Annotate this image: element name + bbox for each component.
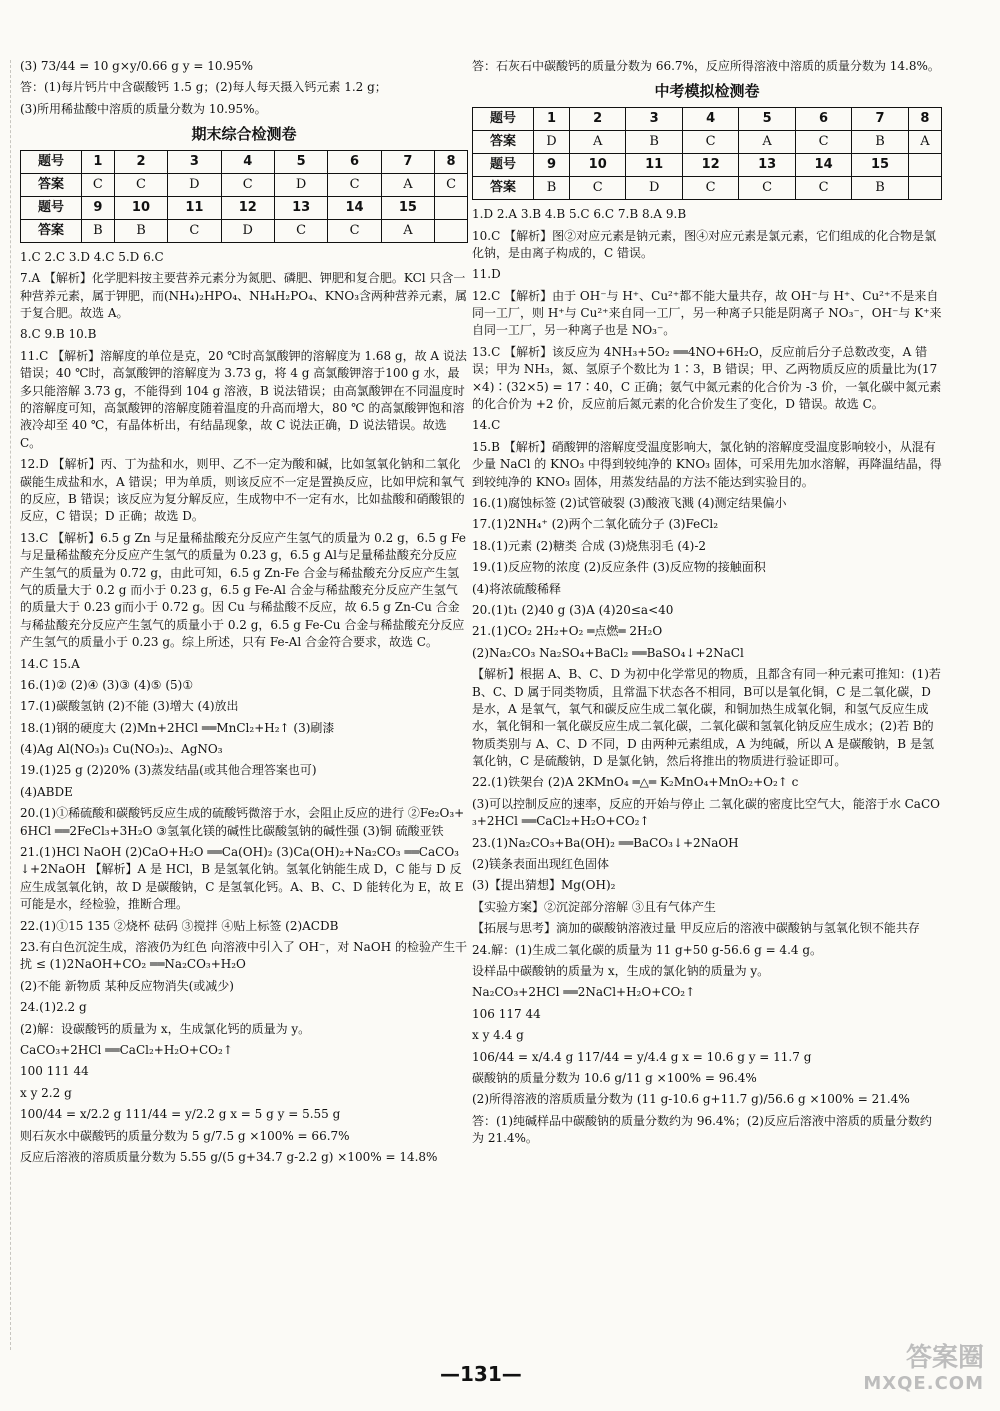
question-number-cell: 5: [739, 108, 795, 131]
question-number-cell: 6: [328, 150, 381, 173]
question-number-cell: 6: [795, 108, 851, 131]
solution-line: (2)Na₂CO₃ Na₂SO₄+BaCl₂ ══BaSO₄↓+2NaCl: [472, 645, 744, 660]
answer-cell: B: [82, 219, 115, 242]
question-number-cell: 8: [908, 108, 941, 131]
solution-line: 1.D 2.A 3.B 4.B 5.C 6.C 7.B 8.A 9.B: [472, 207, 687, 222]
answer-cell: D: [534, 131, 570, 154]
question-number-cell: 9: [82, 196, 115, 219]
watermark-logo: [804, 1343, 984, 1399]
answer-cell: C: [435, 173, 468, 196]
row-header: 题号: [21, 196, 82, 219]
question-number-cell: 7: [381, 150, 434, 173]
question-number-cell: [908, 154, 941, 177]
mock-exam-title: 中考模拟检测卷: [654, 82, 760, 101]
solution-line: 22.(1)①15 135 ②烧杯 砝码 ③搅拌 ④贴上标签 (2)ACDB: [20, 918, 339, 933]
right-top-lines: [472, 58, 942, 75]
solution-line: 设样品中碳酸钠的质量为 x，生成的氯化钠的质量为 y。: [472, 963, 770, 978]
solution-line: Na₂CO₃+2HCl ══2NaCl+H₂O+CO₂↑: [472, 985, 696, 1000]
row-header: 题号: [473, 154, 534, 177]
solution-line: 18.(1)元素 (2)糖类 合成 (3)烧焦羽毛 (4)-2: [472, 538, 707, 553]
question-number-cell: 7: [852, 108, 908, 131]
solution-line: 100/44 = x/2.2 g 111/44 = y/2.2 g x = 5 g y = 5.55 g: [20, 1107, 341, 1122]
answer-cell: D: [168, 173, 221, 196]
answer-cell: C: [221, 173, 274, 196]
answer-cell: C: [682, 177, 738, 200]
left-column: [20, 58, 468, 1170]
solution-line: 碳酸钠的质量分数为 10.6 g/11 g ×100% = 96.4%: [472, 1070, 757, 1085]
answer-table-row: [21, 173, 468, 196]
answer-cell: C: [795, 177, 851, 200]
left-top-lines: [20, 58, 468, 118]
solution-line: 22.(1)铁架台 (2)A 2KMnO₄ ═△═ K₂MnO₄+MnO₂+O₂↑ c: [472, 775, 799, 790]
solution-line: 21.(1)HCl NaOH (2)CaO+H₂O ══Ca(OH)₂ (3)Ca(OH)₂+Na₂CO₃ ══CaCO₃↓+2NaOH 【解析】A 是 HCl，B 是氢氧化钠。氢氧化钠能生成 D，C 能与 D 反应生成氢氧化钠，故 D 是碳酸钠，C 是氢氧化钙。A、B、C、D 能转化为 E，故 E 可能是水，经检验，推断合理。: [20, 845, 464, 912]
solution-line: 11.D: [472, 267, 501, 282]
answer-cell: C: [682, 131, 738, 154]
solution-line: 20.(1)①稀硫酸和碳酸钙反应生成的硫酸钙微溶于水，会阻止反应的进行 ②Fe₂O₃+6HCl ══2FeCl₃+3H₂O ③氢氧化镁的碱性比碳酸氢钠的碱性强 (3)铜 硫酸亚铁: [20, 806, 465, 838]
solution-line: 23.有白色沉淀生成，溶液仍为红色 向溶液中引入了 OH⁻，对 NaOH 的检验产生干扰 ≤ (1)2NaOH+CO₂ ══Na₂CO₃+H₂O: [20, 939, 467, 972]
text-line: (3)所用稀盐酸中溶质的质量分数为 10.95%。: [20, 101, 267, 116]
answer-cell: B: [852, 131, 908, 154]
page-number: —131—: [440, 1362, 522, 1386]
question-number-cell: 10: [569, 154, 625, 177]
answer-table-row: [473, 108, 942, 131]
answer-table-row: [473, 154, 942, 177]
solution-line: 14.C 15.A: [20, 656, 80, 671]
solution-line: 10.C 【解析】图②对应元素是钠元素，图④对应元素是氯元素，它们组成的化合物是氯化钠，是由离子构成的，C 错误。: [472, 228, 937, 260]
binding-margin-line: [10, 60, 11, 1350]
row-header: 答案: [21, 173, 82, 196]
answer-cell: A: [381, 219, 434, 242]
answer-cell: B: [852, 177, 908, 200]
answer-cell: D: [626, 177, 682, 200]
right-column: [472, 58, 942, 1152]
mock-exam-answer-table: [472, 107, 942, 200]
solution-line: 19.(1)反应物的浓度 (2)反应条件 (3)反应物的接触面积: [472, 560, 766, 575]
question-number-cell: 15: [852, 154, 908, 177]
solution-line: (4)ABDE: [20, 784, 73, 799]
solution-line: 则石灰水中碳酸钙的质量分数为 5 g/7.5 g ×100% = 66.7%: [20, 1128, 350, 1143]
solution-line: 18.(1)钢的硬度大 (2)Mn+2HCl ══MnCl₂+H₂↑ (3)刷漆: [20, 720, 335, 735]
solution-line: 12.D 【解析】丙、丁为盐和水，则甲、乙不一定为酸和碱，比如氢氧化钠和二氧化碳能生成盐和水，A 错误；甲为单质，则该反应不一定是置换反应，比如甲烷和氧气的反应，B 错误；该反应为复分解反应，生成物中不一定有水，比如盐酸和硝酸银的反应，C 错误；D 正确；故选 D。: [20, 457, 465, 524]
solution-line: 7.A 【解析】化学肥料按主要营养元素分为氮肥、磷肥、钾肥和复合肥。KCl 只含一种营养元素，属于钾肥，而(NH₄)₂HPO₄、NH₄H₂PO₄、KNO₃含两种营养元素，属于复合肥。故选 A。: [20, 271, 468, 321]
solution-line: 21.(1)CO₂ 2H₂+O₂ ═点燃═ 2H₂O: [472, 624, 663, 639]
answer-cell: A: [381, 173, 434, 196]
text-line: 答：石灰石中碳酸钙的质量分数为 66.7%，反应所得溶液中溶质的质量分数为 14.8%。: [472, 59, 940, 73]
answer-table-row: [21, 150, 468, 173]
solution-line: 24.(1)2.2 g: [20, 1000, 87, 1015]
answer-cell: C: [274, 219, 327, 242]
solution-line: 【解析】根据 A、B、C、D 为初中化学常见的物质，且都含有同一种元素可推知：(1)若 B、C、D 属于同类物质，且常温下状态各不相同，B可以是氧化铜，C 是二氧化碳，D 是水，A 是氧气，氧气和碳反应生成二氧化碳，和铜加热生成氧化铜，和氢气反应生成水，氧化铜和一氧化碳反应生成二氧化碳，二氧化碳和氢氧化钠反应生成水；(2)若 B的物质类别与 A、C、D 不同，D 由两种元素组成，A 为纯碱，所以 A 是碳酸钠，B 是氢氧化钠，C 是硫酸钠，D 是氯化钠，然后将推出的物质进行验证即可。: [472, 667, 941, 769]
question-number-cell: [435, 196, 468, 219]
question-number-cell: 4: [221, 150, 274, 173]
answer-table-row: [21, 219, 468, 242]
solution-line: 14.C: [472, 418, 501, 433]
question-number-cell: 2: [569, 108, 625, 131]
question-number-cell: 13: [274, 196, 327, 219]
question-number-cell: 3: [626, 108, 682, 131]
solution-line: CaCO₃+2HCl ══CaCl₂+H₂O+CO₂↑: [20, 1042, 233, 1057]
question-number-cell: 1: [82, 150, 115, 173]
solution-line: 16.(1)腐蚀标签 (2)试管破裂 (3)酸液飞溅 (4)测定结果偏小: [472, 496, 787, 510]
solution-line: 16.(1)② (2)④ (3)③ (4)⑤ (5)①: [20, 677, 194, 692]
answer-table-row: [473, 177, 942, 200]
solution-line: 17.(1)碳酸氢钠 (2)不能 (3)增大 (4)放出: [20, 699, 239, 714]
question-number-cell: 9: [534, 154, 570, 177]
solution-line: 17.(1)2NH₄⁺ (2)两个二氧化硫分子 (3)FeCl₂: [472, 517, 719, 532]
answer-cell: A: [739, 131, 795, 154]
final-exam-answer-table: [20, 150, 468, 243]
solution-line: 12.C 【解析】由于 OH⁻与 H⁺、Cu²⁺都不能大量共存，故 OH⁻与 H⁺、Cu²⁺不是来自同一工厂，则 H⁺与 Cu²⁺来自同一工厂，另一种离子只能是阴离子 NO₃⁻，OH⁻与 K⁺来自同一工厂，另一种离子也是 NO₃⁻。: [472, 288, 942, 338]
question-number-cell: 5: [274, 150, 327, 173]
question-number-cell: 12: [221, 196, 274, 219]
row-header: 答案: [473, 131, 534, 154]
answer-cell: [908, 177, 941, 200]
solution-line: 100 111 44: [20, 1064, 89, 1079]
watermark-url: MXQE.COM: [863, 1373, 984, 1394]
solution-line: 106 117 44: [472, 1006, 541, 1021]
solution-line: (2)解：设碳酸钙的质量为 x，生成氯化钙的质量为 y。: [20, 1021, 311, 1036]
question-number-cell: 15: [381, 196, 434, 219]
answer-cell: C: [739, 177, 795, 200]
solution-line: (2)所得溶液的溶质质量分数为 (11 g-10.6 g+11.7 g)/56.6 g ×100% = 21.4%: [472, 1092, 910, 1107]
solution-line: 23.(1)Na₂CO₃+Ba(OH)₂ ══BaCO₃↓+2NaOH: [472, 835, 739, 850]
answer-cell: C: [569, 177, 625, 200]
solution-line: 13.C 【解析】6.5 g Zn 与足量稀盐酸充分反应产生氢气的质量为 0.2 g，6.5 g Fe 与足量稀盐酸充分反应产生氢气的质量为 0.23 g，6.5 g Al与足量稀盐酸充分反应产生氢气的质量为 0.72 g，由此可知，6.5 g Zn-Fe 合金与稀盐酸充分反应产生氢气的质量大于 0.2 g 而小于 0.23 g，6.5 g Fe-Al 合金与稀盐酸充分反应产生氢气的质量大于 0.23 g而小于 0.72 g。因 Cu 与稀盐酸不反应，故 6.5 g Zn-Cu 合金与稀盐酸充分反应产生氢气的质量小于 0.2 g，6.5 g Fe-Cu 合金与稀盐酸充分反应产生氢气的质量小于 0.23 g。综上所述，只有 Fe-Al 合金符合要求，故选 C。: [20, 530, 466, 650]
answer-cell: B: [114, 219, 167, 242]
solution-line: (4)将浓硫酸稀释: [472, 581, 561, 596]
answer-cell: D: [221, 219, 274, 242]
answer-cell: C: [328, 219, 381, 242]
answer-table-row: [21, 196, 468, 219]
text-line: 答：(1)每片钙片中含碳酸钙 1.5 g；(2)每人每天摄入钙元素 1.2 g；: [20, 80, 387, 95]
mock-exam-solutions: [472, 206, 942, 1147]
solution-line: 19.(1)25 g (2)20% (3)蒸发结晶(或其他合理答案也可): [20, 763, 317, 778]
question-number-cell: 11: [168, 196, 221, 219]
text-line: (3) 73/44 = 10 g×y/0.66 g y = 10.95%: [20, 59, 253, 73]
question-number-cell: 4: [682, 108, 738, 131]
question-number-cell: 14: [328, 196, 381, 219]
solution-line: (3)【提出猜想】Mg(OH)₂: [472, 878, 616, 893]
question-number-cell: 14: [795, 154, 851, 177]
final-exam-title: 期末综合检测卷: [191, 125, 297, 144]
question-number-cell: 3: [168, 150, 221, 173]
answer-cell: A: [908, 131, 941, 154]
solution-line: x y 2.2 g: [20, 1085, 72, 1100]
row-header: 题号: [21, 150, 82, 173]
row-header: 题号: [473, 108, 534, 131]
watermark-text: 答案圈: [905, 1343, 984, 1373]
solution-line: 1.C 2.C 3.D 4.C 5.D 6.C: [20, 249, 164, 264]
answer-cell: B: [626, 131, 682, 154]
answer-cell: C: [328, 173, 381, 196]
row-header: 答案: [473, 177, 534, 200]
answer-cell: [435, 219, 468, 242]
solution-line: 【拓展与思考】滴加的碳酸钠溶液过量 甲反应后的溶液中碳酸钠与氢氧化钡不能共存: [472, 921, 920, 936]
solution-line: 11.C 【解析】溶解度的单位是克，20 ℃时高氯酸钾的溶解度为 1.68 g，故 A 说法错误；40 ℃时，高氯酸钾的溶解度为 3.73 g，将 4 g 高氯酸钾溶于100 g 水，最多只能溶解 3.73 g，不能得到 104 g 溶液，B 说法错误；由高氯酸钾在不同温度时的溶解度可知，高氯酸钾的溶解度随着温度的升高而增大，80 ℃ 的高氯酸钾饱和溶液冷却至 40 ℃，有晶体析出，有结晶现象，故 C 说法正确，D 说法错误。故选 C。: [20, 348, 467, 450]
answer-cell: D: [274, 173, 327, 196]
answer-cell: B: [534, 177, 570, 200]
answer-cell: C: [168, 219, 221, 242]
solution-line: 答：(1)纯碱样品中碳酸钠的质量分数约为 96.4%；(2)反应后溶液中溶质的质量分数约为 21.4%。: [472, 1113, 932, 1146]
solution-line: 8.C 9.B 10.B: [20, 327, 97, 342]
solution-line: 20.(1)t₁ (2)40 g (3)A (4)20≤a<40: [472, 602, 674, 617]
solution-line: (2)镁条表面出现红色固体: [472, 857, 609, 872]
final-exam-solutions: [20, 249, 468, 1166]
answer-table-row: [473, 131, 942, 154]
answer-cell: C: [82, 173, 115, 196]
solution-line: 13.C 【解析】该反应为 4NH₃+5O₂ ══4NO+6H₂O，反应前后分子总数改变，A 错误；甲为 NH₃，氮、氢原子个数比为 1∶3，B 错误；甲、乙两物质反应的质量比为(17×4)∶(32×5) = 17∶40，C 正确；氨气中氮元素的化合价为 -3 价，一氧化碳中氮元素的化合价为 +2 价，反应前后氮元素的化合价发生了变化，D 错误。故选 C。: [472, 344, 942, 412]
solution-line: 24.解：(1)生成二氧化碳的质量为 11 g+50 g-56.6 g = 4.4 g。: [472, 942, 823, 957]
solution-line: x y 4.4 g: [472, 1028, 524, 1043]
solution-line: 106/44 = x/4.4 g 117/44 = y/4.4 g x = 10.6 g y = 11.7 g: [472, 1049, 812, 1064]
question-number-cell: 2: [114, 150, 167, 173]
solution-line: (4)Ag Al(NO₃)₃ Cu(NO₃)₂、AgNO₃: [20, 742, 223, 757]
solution-line: (3)可以控制反应的速率，反应的开始与停止 二氧化碳的密度比空气大，能溶于水 CaCO₃+2HCl ══CaCl₂+H₂O+CO₂↑: [472, 796, 940, 829]
question-number-cell: 11: [626, 154, 682, 177]
question-number-cell: 12: [682, 154, 738, 177]
solution-line: (2)不能 新物质 某种反应物消失(或减少): [20, 978, 234, 993]
solution-line: 【实验方案】②沉淀部分溶解 ③且有气体产生: [472, 899, 716, 914]
question-number-cell: 8: [435, 150, 468, 173]
question-number-cell: 10: [114, 196, 167, 219]
answer-cell: A: [569, 131, 625, 154]
solution-line: 反应后溶液的溶质质量分数为 5.55 g/(5 g+34.7 g-2.2 g) ×100% = 14.8%: [20, 1149, 438, 1164]
answer-cell: C: [795, 131, 851, 154]
row-header: 答案: [21, 219, 82, 242]
solution-line: 15.B 【解析】硝酸钾的溶解度受温度影响大，氯化钠的溶解度受温度影响较小，从混有少量 NaCl 的 KNO₃ 中得到较纯净的 KNO₃ 固体，可采用先加水溶解，再降温结晶，得到较纯净的 KNO₃ 固体，用蒸发结晶的方法不能达到实验目的。: [472, 439, 942, 489]
question-number-cell: 13: [739, 154, 795, 177]
question-number-cell: 1: [534, 108, 570, 131]
answer-cell: C: [114, 173, 167, 196]
